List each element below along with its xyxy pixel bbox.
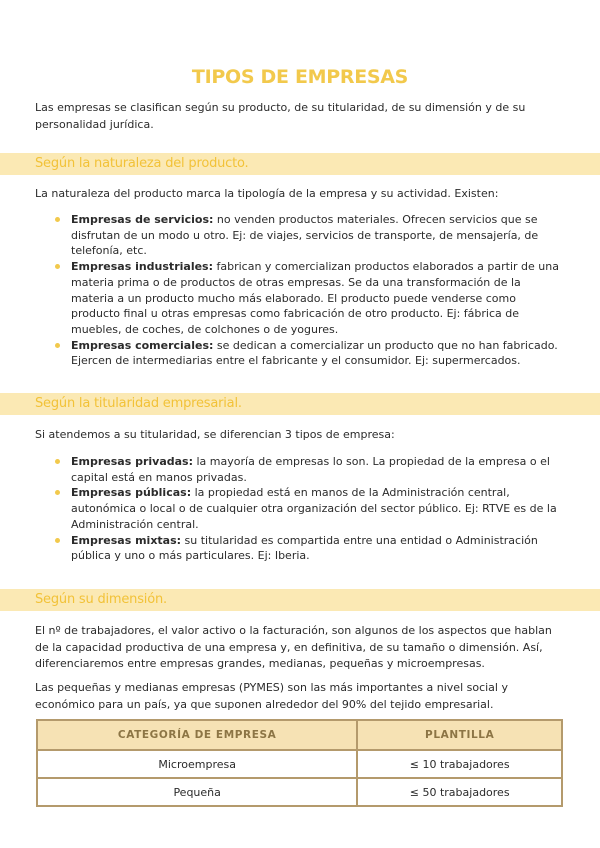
table-row <box>37 778 562 806</box>
bullet-icon <box>55 490 60 495</box>
section-lead-product: La naturaleza del producto marca la tipología de la empresa y su actividad. Existen: <box>35 187 499 200</box>
table-header-staff: PLANTILLA <box>357 720 562 750</box>
table-cell-category: Microempresa <box>37 750 357 778</box>
bullet-icon <box>55 459 60 464</box>
list-item-term: Empresas comerciales: <box>71 338 214 352</box>
intro-paragraph: Las empresas se clasifican según su producto, de su titularidad, de su dimensión y de su personalidad jurídica. <box>35 101 526 131</box>
list-item-term: Empresas privadas: <box>71 455 193 468</box>
list-item-term: Empresas mixtas: <box>71 533 182 547</box>
bullet-icon <box>55 217 60 222</box>
list-item-text: la propiedad está en manos de la Administración central, autonómica o local o de cualquier otra organización del sector público. Ej: RTVE es de la Administración central. <box>71 486 557 531</box>
size-paragraph-2: Las pequeñas y medianas empresas (PYMES) son las más importantes a nivel social y económico para un país, ya que suponen alrededor del 90% del tejido empresarial. <box>35 681 508 711</box>
bullet-list-product <box>71 212 561 369</box>
bullet-icon <box>55 538 60 543</box>
list-item-text: la mayoría de empresas lo son. La propiedad de la empresa o el capital está en manos privadas. <box>71 455 550 484</box>
list-item-text: su titularidad es compartida entre una entidad o Administración pública y uno o más particulares. Ej: Iberia. <box>71 533 538 563</box>
list-item-term: Empresas de servicios: <box>71 213 214 226</box>
list-item-text: no venden productos materiales. Ofrecen servicios que se disfrutan de un modo u otro. Ej: de viajes, servicios de transporte, de mensajería, de telefonía, etc. <box>71 213 539 258</box>
table-row <box>37 750 562 778</box>
table-cell-staff: ≤ 50 trabajadores <box>357 778 562 806</box>
list-item-text: se dedican a comercializar un producto que no han fabricado. Ejercen de intermediarias entre el fabricante y el consumidor. Ej: supermercados. <box>71 338 558 368</box>
company-size-table <box>36 719 563 807</box>
bullet-icon <box>55 264 60 269</box>
bullet-icon <box>55 343 60 348</box>
list-item <box>71 212 561 259</box>
table-header-category: CATEGORÍA DE EMPRESA <box>37 720 357 750</box>
list-item-term: Empresas públicas: <box>71 486 192 500</box>
page-title: TIPOS DE EMPRESAS <box>191 66 409 88</box>
section-heading-size: Según su dimensión. <box>35 592 167 607</box>
table-cell-staff: ≤ 10 trabajadores <box>357 750 562 778</box>
section-heading-band-product <box>0 153 600 175</box>
list-item <box>71 533 561 564</box>
list-item <box>71 259 561 338</box>
section-heading-ownership: Según la titularidad empresarial. <box>35 396 242 411</box>
list-item <box>71 338 561 369</box>
section-heading-product: Según la naturaleza del producto. <box>35 156 249 171</box>
section-lead-ownership: Si atendemos a su titularidad, se diferencian 3 tipos de empresa: <box>35 428 395 441</box>
list-item-text: fabrican y comercializan productos elaborados a partir de una materia prima o de productos de otras empresas. Se da una transformación de la materia a un producto mucho más elaborado. El producto puede venderse como producto final u otras empresas como fabricación de otro producto. Ej: fábrica de muebles, de coches, de colchones o de yogures. <box>71 260 559 336</box>
list-item-term: Empresas industriales: <box>71 260 213 274</box>
section-heading-band-size <box>0 589 600 611</box>
table-header-row <box>37 720 562 750</box>
section-heading-band-ownership <box>0 393 600 415</box>
bullet-list-ownership <box>71 454 561 564</box>
list-item <box>71 454 561 485</box>
table-cell-category: Pequeña <box>37 778 357 806</box>
list-item <box>71 485 561 532</box>
size-paragraph-1: El nº de trabajadores, el valor activo o la facturación, son algunos de los aspectos que hablan de la capacidad productiva de una empresa y, en definitiva, de su tamaño o dimensión. Así, diferenciaremos entre empresas grandes, medianas, pequeñas y microempresas. <box>35 624 552 670</box>
